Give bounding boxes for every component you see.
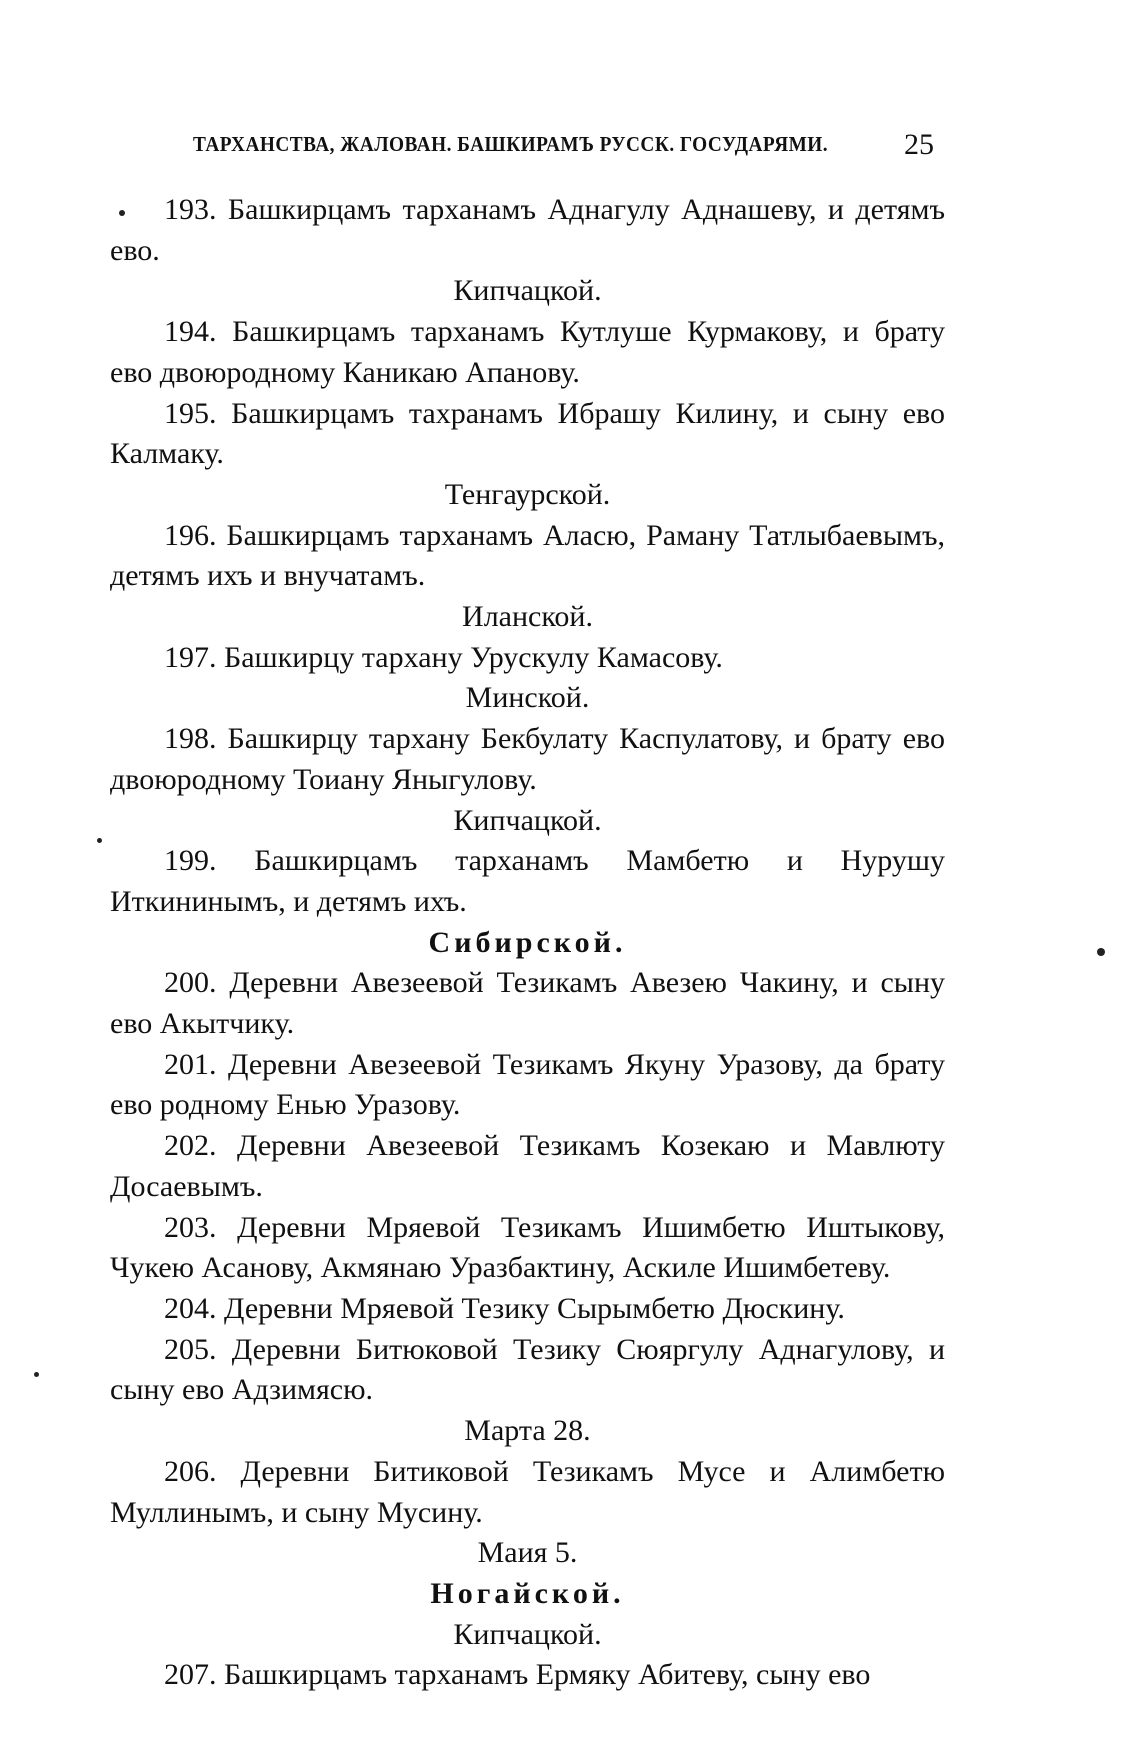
page-header [0,128,1140,168]
entry-paragraph: 196. Башкирцамъ тарханамъ Аласю, Раману Татлыбаевымъ, детямъ ихъ и внучатамъ. [110,518,945,593]
subsection-heading: Минской. [465,681,590,715]
speck-mark [97,838,102,843]
entry-paragraph: 207. Башкирцамъ тарханамъ Ермяку Абитеву, сыну ево [164,1658,871,1692]
entry-paragraph: 195. Башкирцамъ тахранамъ Ибрашу Килину, и сыну ево Калмаку. [110,396,945,471]
entry-paragraph: 201. Деревни Авезеевой Тезикамъ Якуну Уразову, да брату ево родному Енью Уразову. [110,1047,945,1122]
speck-mark [34,1372,39,1377]
subsection-heading: Маия 5. [477,1536,578,1570]
entry-paragraph: 197. Башкирцу тархану Урускулу Камасову. [164,640,723,674]
entry-paragraph: 200. Деревни Авезеевой Тезикамъ Авезею Чакину, и сыну ево Акытчику. [110,966,945,1041]
entry-paragraph: 202. Деревни Авезеевой Тезикамъ Козекаю и Мавлюту Досаевымъ. [110,1129,945,1203]
entry-paragraph: 204. Деревни Мряевой Тезику Сырымбетю Дюскину. [164,1291,845,1325]
running-head: ТАРХАНСТВА, ЖАЛОВАН. БАШКИРАМЪ РУССК. ГОСУДАРЯМИ. [193,132,829,156]
subsection-heading: Кипчацкой. [453,274,602,308]
section-heading: Сибирской. [428,925,627,959]
subsection-heading: Иланской. [462,600,593,634]
subsection-heading: Кипчацкой. [453,803,602,837]
body-text [110,190,945,1696]
subsection-heading: Марта 28. [464,1414,591,1448]
entry-paragraph: 194. Башкирцамъ тарханамъ Кутлуше Курмакову, и брату ево двоюродному Каникаю Апанову. [110,315,945,389]
entry-paragraph: 206. Деревни Битиковой Тезикамъ Мусе и Алимбетю Муллинымъ, и сыну Мусину. [110,1454,945,1529]
entry-paragraph: 199. Башкирцамъ тарханамъ Мамбетю и Нурушу Иткининымъ, и детямъ ихъ. [110,844,945,918]
entry-paragraph: 198. Башкирцу тархану Бекбулату Каспулатову, и брату ево двоюродному Тоиану Яныгулову. [110,722,945,796]
speck-mark [1097,948,1105,956]
page-number: 25 [904,128,934,161]
section-heading: Ногайской. [430,1576,625,1610]
entry-paragraph: 203. Деревни Мряевой Тезикамъ Ишимбетю Иштыкову, Чукею Асанову, Акмянаю Уразбактину, Аскиле Ишимбетеву. [110,1210,945,1285]
subsection-heading: Тенгаурской. [444,477,611,511]
entry-paragraph: 193. Башкирцамъ тарханамъ Аднагулу Аднашеву, и детямъ ево. [110,193,945,267]
entry-paragraph: 205. Деревни Битюковой Тезику Сюяргулу Аднагулову, и сыну ево Адзимясю. [110,1332,945,1407]
subsection-heading: Кипчацкой. [453,1617,602,1651]
speck-mark [119,210,125,216]
